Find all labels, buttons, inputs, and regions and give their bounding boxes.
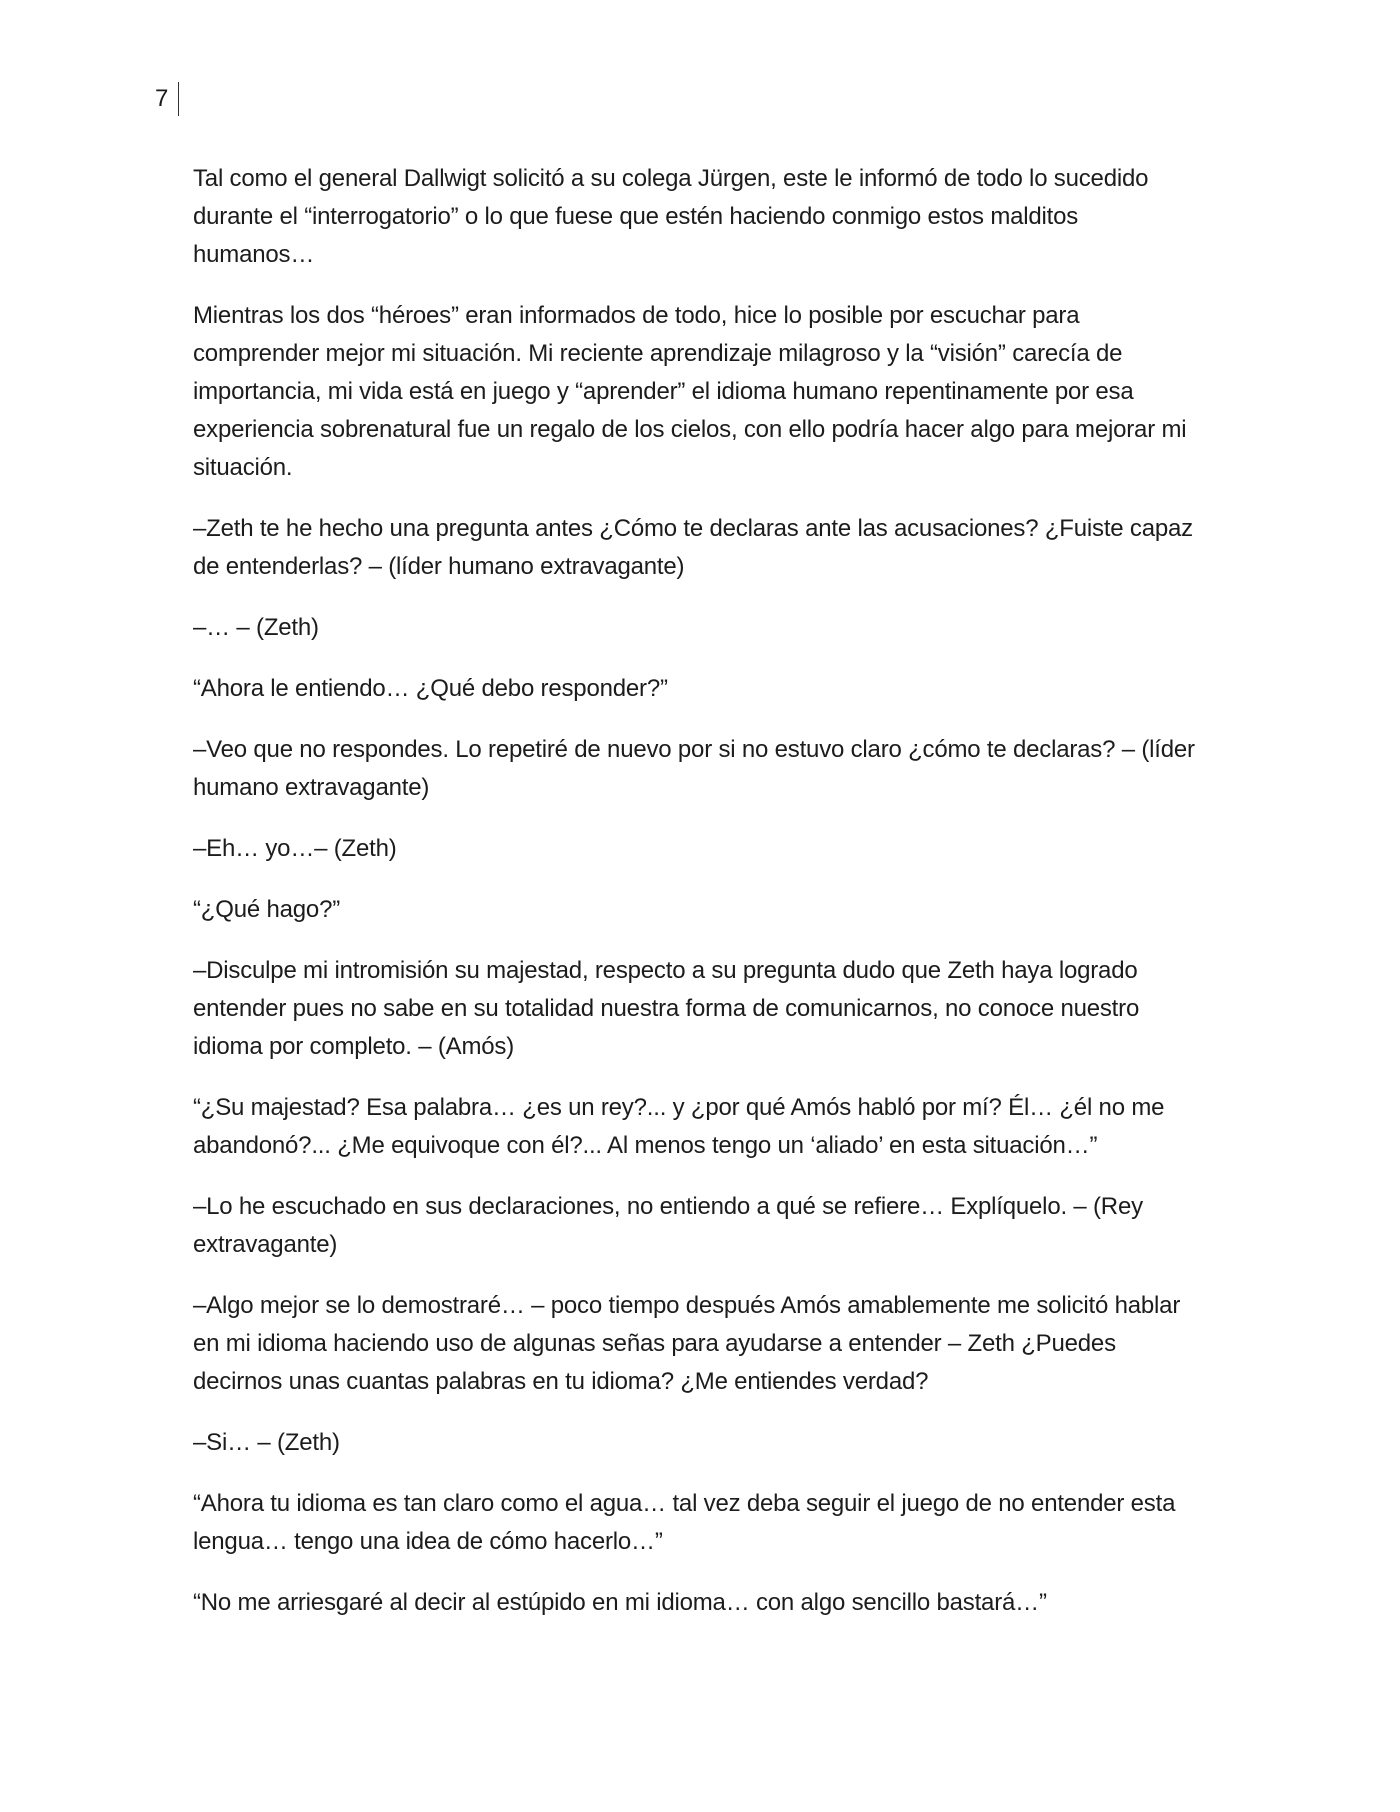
paragraph: “Ahora tu idioma es tan claro como el agua… tal vez deba seguir el juego de no entender esta lengua… tengo una idea de cómo hacerlo…”: [193, 1490, 1176, 1555]
paragraph: –Zeth te he hecho una pregunta antes ¿Cómo te declaras ante las acusaciones? ¿Fuiste capaz de entenderlas? – (líder humano extravagante): [193, 515, 1193, 580]
paragraph: “¿Qué hago?”: [193, 896, 341, 923]
header-divider: [178, 82, 179, 116]
paragraph: “Ahora le entiendo… ¿Qué debo responder?”: [193, 675, 668, 702]
paragraph: –Lo he escuchado en sus declaraciones, no entiendo a qué se refiere… Explíquelo. – (Rey extravagante): [193, 1193, 1143, 1258]
paragraph: “¿Su majestad? Esa palabra… ¿es un rey?... y ¿por qué Amós habló por mí? Él… ¿él no me abandonó?... ¿Me equivoque con él?... Al menos tengo un ‘aliado’ en esta situación…”: [193, 1094, 1165, 1159]
paragraph: –Si… – (Zeth): [193, 1429, 340, 1456]
paragraph: –… – (Zeth): [193, 614, 319, 641]
paragraph: –Disculpe mi intromisión su majestad, respecto a su pregunta dudo que Zeth haya logrado entender pues no sabe en su totalidad nuestra forma de comunicarnos, no conoce nuestro idioma por completo. – (Amós): [193, 957, 1140, 1060]
paragraph: –Veo que no respondes. Lo repetiré de nuevo por si no estuvo claro ¿cómo te declaras? – (líder humano extravagante): [193, 736, 1195, 801]
page-number: 7: [155, 85, 169, 112]
paragraph: –Algo mejor se lo demostraré… – poco tiempo después Amós amablemente me solicitó hablar en mi idioma haciendo uso de algunas señas para ayudarse a entender – Zeth ¿Puedes decirnos unas cuantas palabras en tu idioma? ¿Me entiendes verdad?: [193, 1292, 1181, 1395]
page-header: [155, 82, 179, 116]
paragraph: –Eh… yo…– (Zeth): [193, 835, 397, 862]
paragraph: Tal como el general Dallwigt solicitó a su colega Jürgen, este le informó de todo lo sucedido durante el “interrogatorio” o lo que fuese que estén haciendo conmigo estos malditos humanos…: [193, 165, 1149, 268]
paragraph: “No me arriesgaré al decir al estúpido en mi idioma… con algo sencillo bastará…”: [193, 1589, 1047, 1616]
paragraph: Mientras los dos “héroes” eran informados de todo, hice lo posible por escuchar para comprender mejor mi situación. Mi reciente aprendizaje milagroso y la “visión” carecía de importancia, mi vida está en juego y “aprender” el idioma humano repentinamente por esa experiencia sobrenatural fue un regalo de los cielos, con ello podría hacer algo para mejorar mi situación.: [193, 302, 1187, 481]
document-body: [193, 160, 1203, 1645]
